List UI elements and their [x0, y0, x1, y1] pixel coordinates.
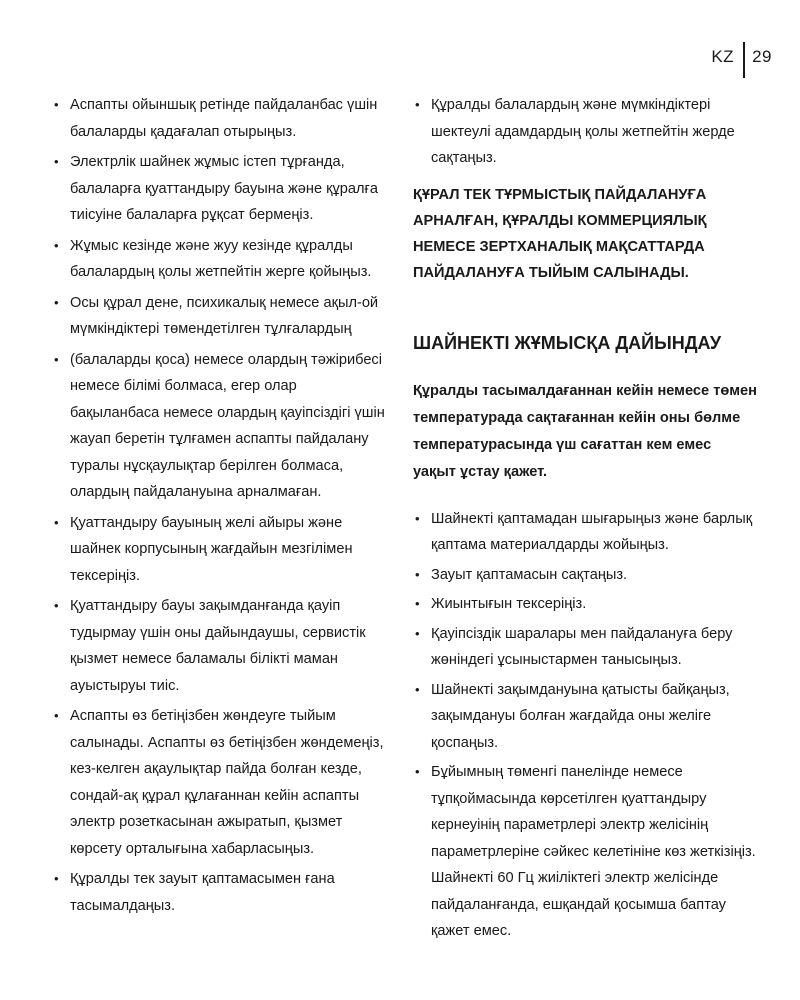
left-column: [52, 92, 386, 923]
list-item: [52, 703, 386, 862]
list-item: [52, 233, 386, 286]
list-item-text: Қуаттандыру бауының желі айыры және шайнек корпусының жағдайын мезгілімен тексеріңіз.: [70, 514, 353, 584]
list-item: [52, 866, 386, 919]
list-item: [413, 92, 758, 172]
list-item-text: Қуаттандыру бауы зақымданғанда қауіп тудырмау үшін оны дайындаушы, сервистік қызмет немесе баламалы білікті маман ауыстыруы тиіс.: [70, 598, 366, 694]
bullet-icon: •: [54, 598, 59, 613]
list-item-text: (балаларды қоса) немесе олардың тәжірибесі немесе білімі болмаса, егер олар бақыланбаса немесе олардың қауіпсіздігі үшін жауап беретін тұлғамен аспапты пайдалану туралы нұсқаулықтар берілген болмаса, олардың пайдалануына арналмаған.: [70, 351, 385, 500]
list-item: [52, 149, 386, 229]
list-item: [413, 759, 758, 945]
bullet-icon: •: [54, 97, 59, 112]
right-column: [413, 92, 758, 948]
list-item: [413, 677, 758, 757]
list-item-text: Аспапты ойыншық ретінде пайдаланбас үшін балаларды қадағалап отырыңыз.: [70, 97, 378, 140]
bullet-icon: •: [415, 97, 420, 112]
page-header: [711, 36, 772, 78]
list-item-text: Жиынтығын тексеріңіз.: [431, 596, 587, 612]
list-item: [413, 591, 758, 618]
list-item-text: Электрлік шайнек жұмыс істеп тұрғанда, балаларға қуаттандыру бауына және құралға тиісуіне балаларға рұқсат бермеңіз.: [70, 154, 378, 223]
bullet-icon: •: [415, 596, 420, 611]
section-title: ШАЙНЕКТІ ЖҰМЫСҚА ДАЙЫНДАУ: [413, 332, 722, 353]
page-number: 29: [752, 47, 772, 66]
list-item-text: Осы құрал дене, психикалық немесе ақыл-ой мүмкіндіктері төмендетілген тұлғалардың: [70, 294, 379, 337]
list-item-text: Аспапты өз бетіңізбен жөндеуге тыйым салынады. Аспапты өз бетіңізбен жөндемеңіз, кез-келген ақаулықтар пайда болған кезде, сондай-ақ құрал құлағаннан кейін аспапты электр розеткасынан ажыратып, қызмет көрсету орталығына хабарласыңыз.: [70, 708, 384, 857]
list-item-text: Қауіпсіздік шаралары мен пайдалануға беру жөніндегі ұсыныстармен танысыңыз.: [431, 625, 733, 668]
bullet-icon: •: [415, 625, 420, 641]
section-intro: Құралды тасымалдағаннан кейін немесе төмен температурада сақтағаннан кейін оны бөлме температурасында үш сағаттан кем емес уақыт ұстау қажет.: [413, 382, 757, 480]
list-item: [52, 510, 386, 590]
list-item: [52, 290, 386, 343]
list-item-text: Құралды балалардың және мүмкіндіктері шектеулі адамдардың қолы жетпейтін жерде сақтаңыз.: [431, 97, 735, 166]
list-item-text: Жұмыс кезінде және жуу кезінде құралды балалардың қолы жетпейтін жерге қойыңыз.: [70, 237, 372, 280]
bullet-icon: •: [54, 871, 59, 886]
bullet-icon: •: [415, 566, 420, 582]
list-item-text: Құралды тек зауыт қаптамасымен ғана тасымалдаңыз.: [70, 871, 335, 914]
bullet-icon: •: [54, 294, 59, 310]
bullet-icon: •: [54, 154, 59, 169]
bullet-icon: •: [54, 237, 59, 253]
commercial-use-warning: ҚҰРАЛ ТЕК ТҰРМЫСТЫҚ ПАЙДАЛАНУҒА АРНАЛҒАН, ҚҰРАЛДЫ КОММЕРЦИЯЛЫҚ НЕМЕСЕ ЗЕРТХАНАЛЫҚ МАҚСАТТАРДА ПАЙДАЛАНУҒА ТЫЙЫМ САЛЫНАДЫ.: [413, 186, 707, 281]
bullet-icon: •: [54, 351, 59, 367]
list-item-text: Бұйымның төменгі панелінде немесе тұпқоймасында көрсетілген қуаттандыру кернеуінің параметрлері электр желісінің параметрлеріне сәйкес келетініне көз жеткізіңіз. Шайнекті 60 Гц жиіліктегі электр желісінде пайдаланғанда, ешқандай қосымша баптау қажет емес.: [431, 764, 756, 939]
bullet-icon: •: [415, 681, 420, 697]
list-item-text: Зауыт қаптамасын сақтаңыз.: [431, 566, 628, 583]
list-item: [52, 92, 386, 145]
preparation-list: [413, 506, 758, 945]
list-item: [52, 347, 386, 506]
list-item: [413, 562, 758, 589]
list-item: [413, 621, 758, 674]
list-item-text: Шайнекті қаптамадан шығарыңыз және барлық қаптама материалдарды жойыңыз.: [431, 510, 753, 553]
bullet-icon: •: [54, 514, 59, 530]
bullet-icon: •: [415, 764, 420, 779]
bullet-icon: •: [415, 510, 420, 526]
safety-list-right: [413, 92, 758, 172]
safety-list-left: [52, 92, 386, 919]
list-item: [52, 593, 386, 699]
list-item: [413, 506, 758, 559]
bullet-icon: •: [54, 708, 59, 723]
language-code: KZ: [711, 47, 735, 66]
list-item-text: Шайнекті зақымдануына қатысты байқаңыз, зақымдануы болған жағдайда оны желіге қоспаңыз.: [431, 681, 730, 751]
